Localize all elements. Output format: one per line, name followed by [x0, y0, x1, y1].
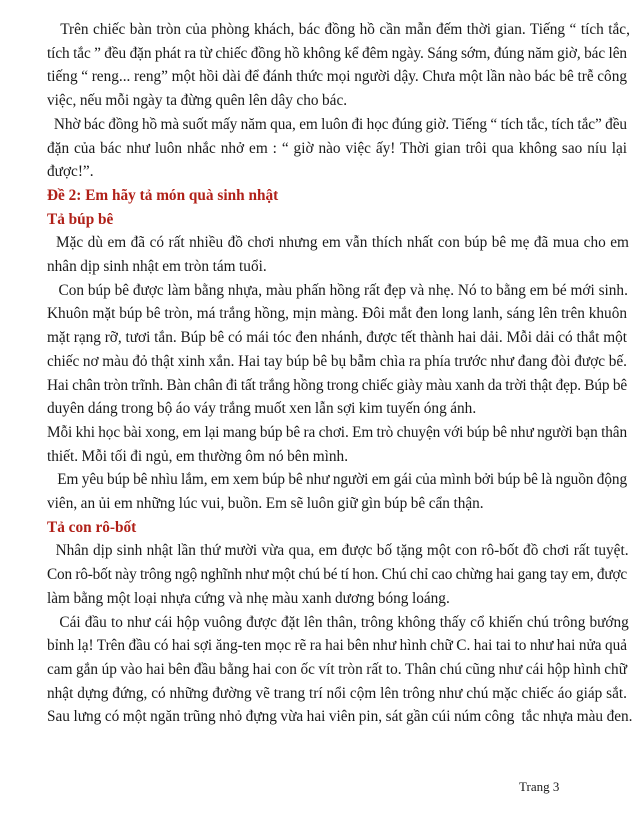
- paragraph: [47, 421, 627, 468]
- section-heading: Đề 2: Em hãy tả món quà sinh nhật: [47, 186, 279, 204]
- paragraph: [47, 113, 627, 184]
- paragraph: [47, 468, 627, 515]
- text-line: Khuôn mặt búp bê tròn, má trắng hồng, mịn màng. Đôi mắt đen long lanh, sáng lên trên khuôn: [47, 305, 627, 323]
- text-line: Hai chân tròn trĩnh. Bàn chân đi tất trắng hồng trong chiếc giày màu xanh da trời thật đẹp. Búp bê: [47, 376, 627, 394]
- text-line: Con búp bê được làm bằng nhựa, màu phấn hồng rất đẹp và nhẹ. Nó to bằng em bé mới sinh.: [47, 281, 628, 299]
- text-line: Sau lưng có một ngăn trũng nhỏ đựng vừa hai viên pin, sát gần cúi núm công tắc nhựa màu đen.: [47, 708, 633, 726]
- text-line: Mặc dù em đã có rất nhiều đồ chơi nhưng em vẫn thích nhất con búp bê mẹ đã mua cho em: [47, 234, 629, 252]
- paragraph: [47, 611, 633, 730]
- paragraph: [47, 18, 630, 113]
- text-line: việc, nếu mỗi ngày ta đừng quên lên dây cho bác.: [47, 92, 348, 110]
- text-line: viên, an ủi em những lúc vui, buồn. Em sẽ luôn giữ gìn búp bê cẩn thận.: [47, 495, 484, 513]
- text-line: Nhân dịp sinh nhật lần thứ mười vừa qua, em được bố tặng một con rô-bốt đồ chơi rất tuyệt.: [47, 542, 629, 560]
- paragraph: [47, 539, 627, 610]
- text-line: duyên dáng trong bộ áo váy trắng muốt xen lẫn sợi kim tuyến óng ánh.: [47, 400, 477, 418]
- text-line: Con rô-bốt này trông ngộ nghĩnh như một chú bé tí hon. Chú chỉ cao chừng hai gang tay em, được: [47, 566, 627, 584]
- text-line: thiết. Mỗi tối đi ngủ, em thường ôm nó bên mình.: [47, 447, 349, 465]
- text-line: tích tắc ” đều đặn phát ra từ chiếc đồng hồ không kể đêm ngày. Sáng sớm, đúng năm giờ, bác lên: [47, 44, 627, 62]
- text-line: đặn của bác như luôn nhắc nhở em : “ giờ nào việc ấy! Thời gian trôi qua không sao níu lại: [47, 139, 627, 157]
- text-line: tiếng “ reng... reng” một hồi dài để đánh thức mọi người dậy. Chưa một lần nào bác bê trễ công: [47, 68, 627, 86]
- text-line: Nhờ bác đồng hồ mà suốt mấy năm qua, em luôn đi học đúng giờ. Tiếng “ tích tắc, tích tắc” đều: [47, 115, 627, 133]
- text-line: chiếc nơ màu đỏ thật xinh xắn. Hai tay búp bê bụ bẫm chìa ra phía trước như đang đòi được bế.: [47, 352, 627, 370]
- text-line: được!”.: [47, 163, 94, 181]
- text-line: mặt rạng rỡ, tươi tắn. Búp bê có mái tóc đen nhánh, được tết thành hai dải. Mỗi dải có thắt một: [47, 329, 627, 347]
- text-line: Trên chiếc bàn tròn của phòng khách, bác đồng hồ cần mẫn đếm thời gian. Tiếng “ tích tắc,: [47, 21, 630, 38]
- text-line: Cái đầu to như cái hộp vuông được đặt lên thân, trông không thấy cổ khiến chú trông bướng: [47, 613, 629, 631]
- section-heading: Tả con rô-bốt: [47, 518, 137, 536]
- text-line: nhật dựng đứng, có những đường vẽ trang trí nổi cộm lên trông như chú mặc chiếc áo giáp sắt.: [47, 684, 627, 702]
- text-line: Mỗi khi học bài xong, em lại mang búp bê ra chơi. Em trò chuyện với búp bê như người bạn thân: [47, 423, 627, 441]
- paragraph: [47, 231, 627, 278]
- text-line: nhân dịp sinh nhật em tròn tám tuổi.: [47, 258, 267, 276]
- paragraph: [47, 279, 627, 421]
- text-line: Em yêu búp bê nhìu lắm, em xem búp bê như người em gái của mình bởi búp bê là nguồn động: [47, 471, 627, 489]
- section-heading: Tả búp bê: [47, 210, 114, 228]
- text-line: cam gắn úp vào hai bên đầu bằng hai con ốc vít tròn rất to. Thân chú cũng như cái hộp hình chữ: [47, 660, 627, 678]
- text-line: bỉnh lạ! Trên đầu có hai sợi ăng-ten mọc rẽ ra hai bên như hình chữ C. hai tai to như hai nửa quả: [47, 637, 627, 655]
- page-number: Trang 3: [519, 779, 560, 794]
- document-page: [47, 18, 633, 729]
- text-line: làm bằng một loại nhựa cứng và nhẹ màu xanh dương bóng loáng.: [47, 589, 450, 607]
